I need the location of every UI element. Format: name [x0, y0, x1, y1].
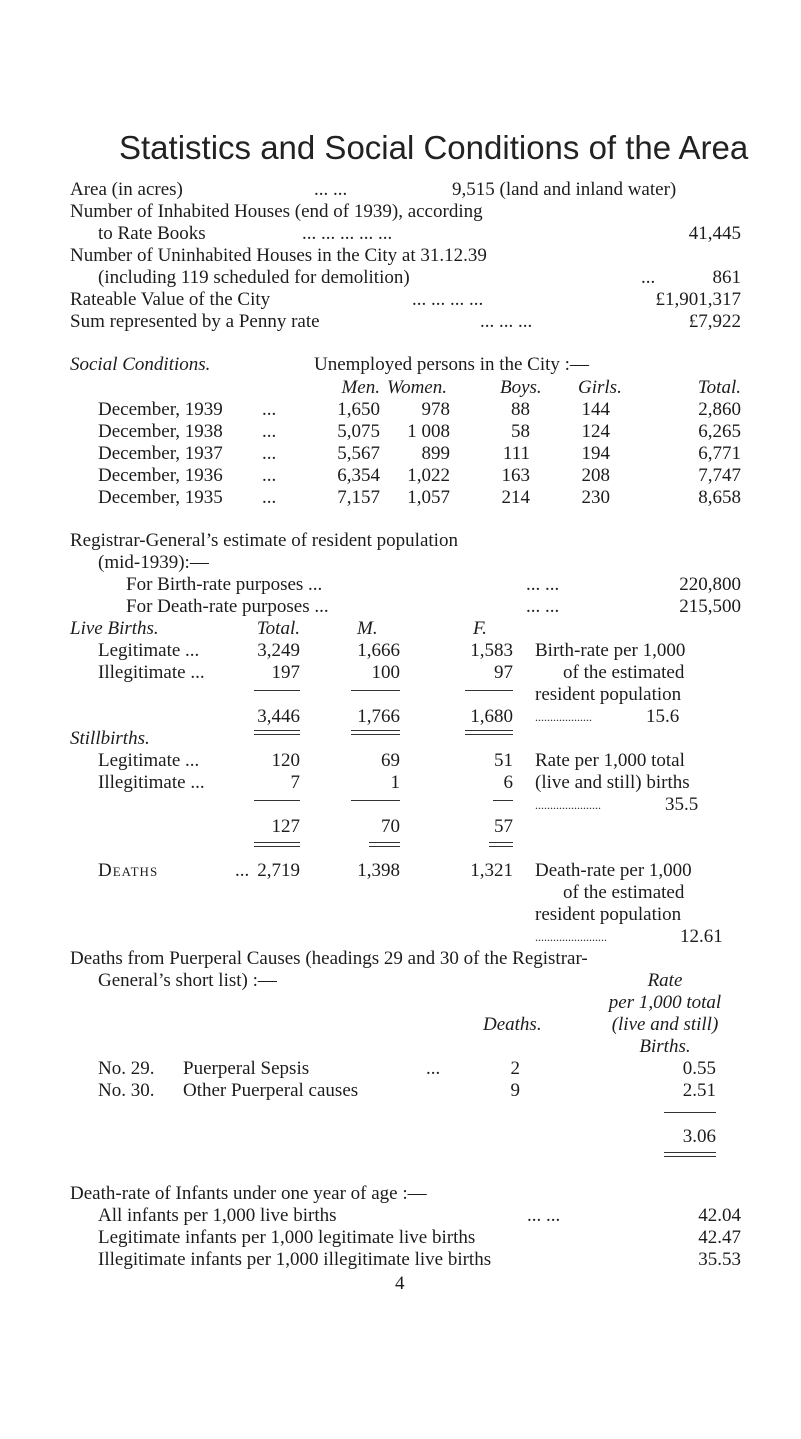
area-acres-value: 9,515 (land and inland water) [452, 179, 677, 200]
area-acres-dots: ... ... [314, 179, 348, 200]
deathrate-value: 12.61 [680, 926, 723, 947]
cell-women: 1,057 [407, 487, 450, 508]
puerperal-deaths: 9 [510, 1080, 520, 1101]
stillrate-note-line2: (live and still) births [535, 772, 690, 793]
area-acres-label: Area (in acres) [70, 179, 183, 200]
divider [493, 800, 513, 801]
double-divider [254, 730, 300, 735]
legit-births-f: 1,583 [470, 640, 513, 661]
deaths-header: Deaths. [483, 1014, 542, 1035]
stillrate-value: 35.5 [665, 794, 699, 815]
cell-boys: 58 [511, 421, 530, 442]
divider [254, 690, 300, 691]
birth-purpose-dots: ... ... [526, 574, 560, 595]
uninhabited-value: 861 [712, 267, 741, 288]
cell-men: 6,354 [337, 465, 380, 486]
social-heading: Social Conditions. [70, 354, 211, 375]
cell-total: 8,658 [698, 487, 741, 508]
puerperal-line2: General’s short list) :— [98, 970, 277, 991]
cell-women: 1 008 [407, 421, 450, 442]
illegit-still-m: 1 [390, 772, 400, 793]
birthrate-note-line3: resident population [535, 684, 682, 705]
inhabited-line2: to Rate Books [98, 223, 206, 244]
cell-total: 6,265 [698, 421, 741, 442]
population-line2: (mid-1939):— [98, 552, 209, 573]
col-boys: Boys. [500, 377, 542, 398]
deaths-f: 1,321 [470, 860, 513, 881]
births-total-m: 1,766 [357, 706, 400, 727]
rate-header-1: Rate [647, 970, 683, 991]
still-total-m: 70 [381, 816, 400, 837]
illegit-still-label: Illegitimate ... [98, 772, 205, 793]
puerperal-no: No. 30. [98, 1080, 155, 1101]
row-label: December, 1939 [98, 399, 223, 420]
cell-girls: 124 [581, 421, 610, 442]
row-label: December, 1935 [98, 487, 223, 508]
births-total-f: 1,680 [470, 706, 513, 727]
rate-header-3: (live and still) [611, 1014, 719, 1035]
cell-total: 2,860 [698, 399, 741, 420]
legit-births-label: Legitimate ... [98, 640, 200, 661]
double-divider [664, 1152, 716, 1157]
legit-still-total: 120 [271, 750, 300, 771]
divider [351, 690, 400, 691]
stillbirths-heading: Stillbirths. [70, 728, 150, 749]
cell-women: 899 [421, 443, 450, 464]
puerperal-cause: Other Puerperal causes [183, 1080, 359, 1101]
cell-girls: 144 [581, 399, 610, 420]
cell-boys: 214 [501, 487, 530, 508]
col-total: Total. [697, 377, 741, 398]
still-total-f: 57 [494, 816, 513, 837]
live-births-heading: Live Births. [70, 618, 159, 639]
double-divider [254, 842, 300, 847]
legit-births-total: 3,249 [257, 640, 300, 661]
page-title: Statistics and Social Conditions of the Area [119, 129, 749, 166]
legit-still-label: Legitimate ... [98, 750, 200, 771]
puerperal-cause: Puerperal Sepsis [183, 1058, 310, 1079]
divider [254, 800, 300, 801]
puerperal-total-rate: 3.06 [682, 1126, 716, 1147]
cell-total: 7,747 [698, 465, 741, 486]
puerperal-deaths: 2 [510, 1058, 520, 1079]
row-dots: ... [262, 421, 277, 442]
row-label: December, 1936 [98, 465, 223, 486]
legit-still-f: 51 [494, 750, 513, 771]
cell-women: 978 [421, 399, 450, 420]
birth-purpose-value: 220,800 [679, 574, 741, 595]
infants-row-value: 42.04 [698, 1205, 741, 1226]
row-label: December, 1938 [98, 421, 223, 442]
illegit-still-f: 6 [503, 772, 513, 793]
row-label: December, 1937 [98, 443, 223, 464]
deathrate-dots: ........................ [535, 930, 607, 944]
deathrate-note-line2: of the estimated [563, 882, 685, 903]
cell-girls: 208 [581, 465, 610, 486]
double-divider [369, 842, 400, 847]
puerperal-rate: 0.55 [682, 1058, 716, 1079]
double-divider [489, 842, 513, 847]
puerperal-rate: 2.51 [682, 1080, 716, 1101]
birth-purpose-label: For Birth-rate purposes ... [126, 574, 323, 595]
uninhabited-dots: ... [641, 267, 656, 288]
page-number: 4 [395, 1273, 405, 1294]
cell-total: 6,771 [698, 443, 741, 464]
deaths-dots: ... [235, 860, 250, 881]
rateable-value: £1,901,317 [655, 289, 741, 310]
infants-row-label: Legitimate infants per 1,000 legitimate live births [98, 1227, 476, 1248]
penny-dots: ... ... ... [480, 311, 533, 332]
rateable-dots: ... ... ... ... [412, 289, 484, 310]
col-girls: Girls. [578, 377, 622, 398]
double-divider [465, 730, 513, 735]
birthrate-note-line2: of the estimated [563, 662, 685, 683]
uninhabited-line1: Number of Uninhabited Houses in the City at 31.12.39 [70, 245, 487, 266]
cell-girls: 194 [581, 443, 610, 464]
puerperal-dots: ... [426, 1058, 441, 1079]
death-purpose-value: 215,500 [679, 596, 741, 617]
penny-value: £7,922 [688, 311, 741, 332]
row-dots: ... [262, 465, 277, 486]
col-m: M. [357, 618, 378, 639]
deathrate-note-line3: resident population [535, 904, 682, 925]
illegit-births-label: Illegitimate ... [98, 662, 205, 683]
puerperal-line1: Deaths from Puerperal Causes (headings 29 and 30 of the Registrar- [70, 948, 588, 969]
stillrate-dots: ...................... [535, 798, 601, 812]
legit-still-m: 69 [381, 750, 400, 771]
cell-boys: 88 [511, 399, 530, 420]
still-total-total: 127 [271, 816, 300, 837]
stillrate-note-line1: Rate per 1,000 total [535, 750, 685, 771]
cell-men: 5,567 [337, 443, 380, 464]
birthrate-note-line1: Birth-rate per 1,000 [535, 640, 686, 661]
row-dots: ... [262, 487, 277, 508]
col-men: Men. [341, 377, 380, 398]
rateable-label: Rateable Value of the City [70, 289, 271, 310]
infants-row-label: Illegitimate infants per 1,000 illegitimate live births [98, 1249, 492, 1270]
legit-births-m: 1,666 [357, 640, 400, 661]
death-purpose-label: For Death-rate purposes ... [126, 596, 329, 617]
uninhabited-line2: (including 119 scheduled for demolition) [98, 267, 410, 288]
deaths-label: Deaths [98, 860, 159, 881]
cell-men: 7,157 [337, 487, 380, 508]
cell-men: 5,075 [337, 421, 380, 442]
deaths-m: 1,398 [357, 860, 400, 881]
cell-girls: 230 [581, 487, 610, 508]
penny-label: Sum represented by a Penny rate [70, 311, 320, 332]
col-women: Women. [387, 377, 447, 398]
divider [351, 800, 400, 801]
infants-heading: Death-rate of Infants under one year of age :— [70, 1183, 427, 1204]
row-dots: ... [262, 399, 277, 420]
inhabited-dots: ... ... ... ... ... [302, 223, 393, 244]
row-dots: ... [262, 443, 277, 464]
col-total-births: Total. [256, 618, 300, 639]
cell-men: 1,650 [337, 399, 380, 420]
cell-women: 1,022 [407, 465, 450, 486]
illegit-still-total: 7 [290, 772, 300, 793]
cell-boys: 163 [501, 465, 530, 486]
rate-header-2: per 1,000 total [608, 992, 722, 1013]
inhabited-value: 41,445 [688, 223, 741, 244]
infants-row-dots: ... ... [527, 1205, 561, 1226]
inhabited-line1: Number of Inhabited Houses (end of 1939), according [70, 201, 483, 222]
birthrate-dots: ................... [535, 710, 592, 724]
divider [465, 690, 513, 691]
illegit-births-total: 197 [271, 662, 300, 683]
puerperal-no: No. 29. [98, 1058, 155, 1079]
illegit-births-f: 97 [494, 662, 513, 683]
col-f: F. [473, 618, 487, 639]
social-subheading: Unemployed persons in the City :— [314, 354, 589, 375]
cell-boys: 111 [502, 443, 530, 464]
birthrate-value: 15.6 [646, 706, 680, 727]
infants-row-value: 42.47 [698, 1227, 741, 1248]
births-total-total: 3,446 [257, 706, 300, 727]
rate-header-4: Births. [639, 1036, 691, 1057]
deaths-total: 2,719 [257, 860, 300, 881]
double-divider [351, 730, 400, 735]
infants-row-value: 35.53 [698, 1249, 741, 1270]
population-line1: Registrar-General’s estimate of resident population [70, 530, 458, 551]
deathrate-note-line1: Death-rate per 1,000 [535, 860, 692, 881]
death-purpose-dots: ... ... [526, 596, 560, 617]
divider [664, 1112, 716, 1113]
infants-row-label: All infants per 1,000 live births [98, 1205, 337, 1226]
illegit-births-m: 100 [371, 662, 400, 683]
